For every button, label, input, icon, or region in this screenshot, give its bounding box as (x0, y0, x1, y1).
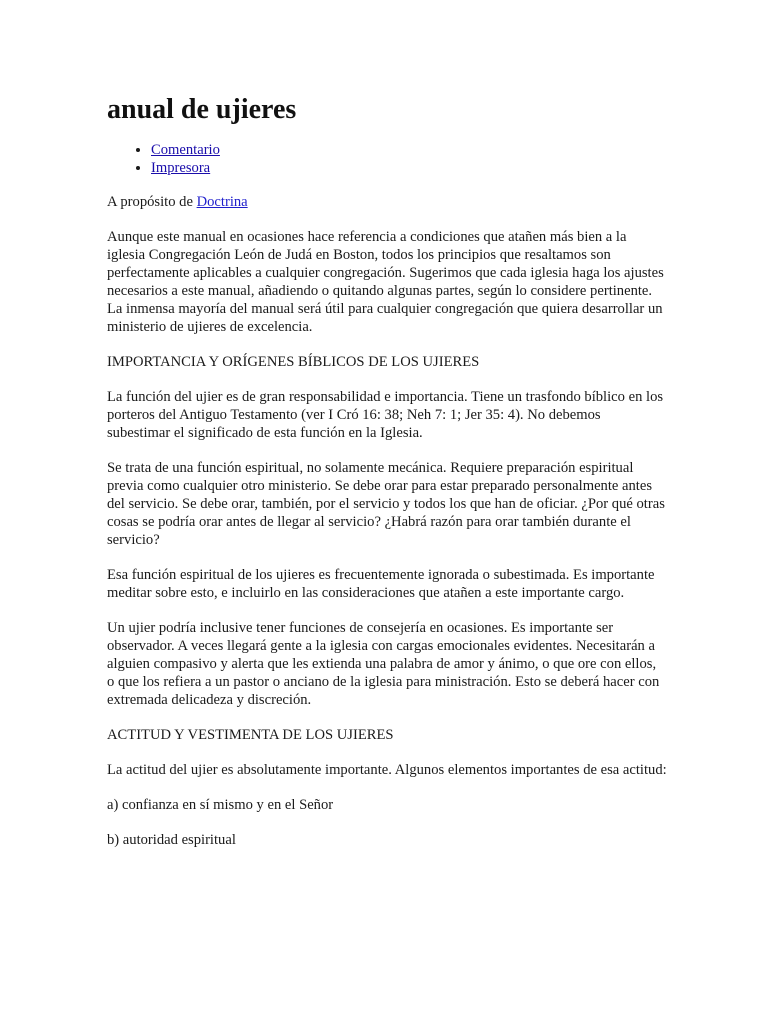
document-page (107, 92, 667, 866)
section-heading-actitud: ACTITUD Y VESTIMENTA DE LOS UJIERES (107, 727, 394, 743)
list-item (151, 160, 667, 178)
doctrina-link[interactable]: Doctrina (196, 194, 248, 210)
body-paragraph: Un ujier podría inclusive tener funciones de consejería en ocasiones. Es importante ser observador. A veces llegará gente a la iglesia con cargas emocionales evidentes. Necesitarán a alguien compasivo y alerta que les extienda una palabra de amor y ánimo, o que ore con ellos, o que los refiera a un pastor o anciano de la iglesia para ministración. Esto se deberá hacer con extremada delicadeza y discreción. (107, 620, 660, 708)
impresora-link[interactable]: Impresora (151, 159, 211, 176)
comentario-link[interactable]: Comentario (151, 142, 220, 158)
body-paragraph: Esa función espiritual de los ujieres es frecuentemente ignorada o subestimada. Es importante meditar sobre esto, e incluirlo en las consideraciones que atañen a este importante cargo. (107, 567, 655, 601)
list-item-a: a) confianza en sí mismo y en el Señor (107, 797, 334, 813)
link-list (107, 142, 667, 177)
about-prefix: A propósito de (107, 194, 197, 210)
list-item (151, 142, 667, 160)
section-heading-importancia: IMPORTANCIA Y ORÍGENES BÍBLICOS DE LOS UJIERES (107, 354, 480, 370)
page-title: anual de ujieres (107, 94, 297, 125)
about-line (107, 193, 667, 211)
body-paragraph: La actitud del ujier es absolutamente importante. Algunos elementos importantes de esa actitud: (107, 762, 667, 778)
body-paragraph: Se trata de una función espiritual, no solamente mecánica. Requiere preparación espiritual previa como cualquier otro ministerio. Se debe orar para estar preparado personalmente antes del servicio. Se debe orar, también, por el servicio y todos los que han de oficiar. ¿Por qué otras cosas se podría orar antes de llegar al servicio? ¿Habrá razón para orar también durante el servicio? (107, 460, 665, 548)
intro-paragraph: Aunque este manual en ocasiones hace referencia a condiciones que atañen más bien a la iglesia Congregación León de Judá en Boston, todos los principios que resaltamos son perfectamente aplicables a cualquier congregación. Sugerimos que cada iglesia haga los ajustes necesarios a este manual, añadiendo o quitando algunas partes, según lo considere pertinente. La inmensa mayoría del manual será útil para cualquier congregación que quiera desarrollar un ministerio de ujieres de excelencia. (107, 229, 664, 335)
body-paragraph: La función del ujier es de gran responsabilidad e importancia. Tiene un trasfondo bíblico en los porteros del Antiguo Testamento (ver I Cró 16: 38; Neh 7: 1; Jer 35: 4). No debemos subestimar el significado de esta función en la Iglesia. (107, 389, 664, 441)
list-item-b: b) autoridad espiritual (107, 832, 236, 848)
